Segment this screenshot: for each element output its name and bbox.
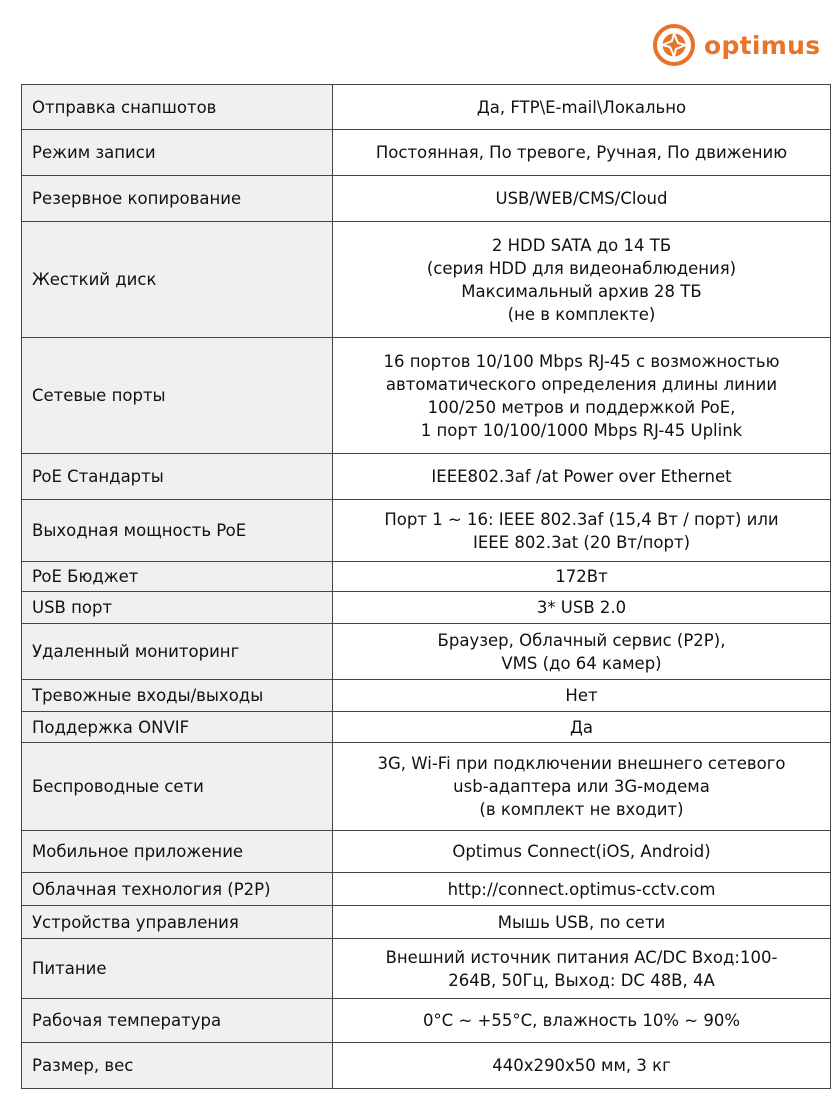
spec-value: [333, 222, 831, 338]
spec-row: [22, 454, 831, 500]
spec-row: [22, 873, 831, 906]
brand-name: optimus: [704, 30, 821, 60]
spec-row: [22, 939, 831, 999]
spec-label: Мобильное приложение: [22, 831, 333, 873]
spec-row: [22, 743, 831, 831]
spec-label: PoE Бюджет: [22, 562, 333, 592]
spec-value-line: 172Вт: [555, 567, 608, 586]
optimus-aperture-icon: [652, 23, 696, 67]
spec-value-line: 3* USB 2.0: [536, 598, 627, 617]
spec-value: [333, 712, 831, 743]
spec-value: [333, 939, 831, 999]
spec-value: [333, 831, 831, 873]
spec-row: [22, 562, 831, 592]
spec-value: [333, 500, 831, 562]
spec-row: [22, 592, 831, 624]
spec-value: [333, 680, 831, 712]
spec-value-line: 3G, Wi-Fi при подключении внешнего сетевого: [377, 754, 786, 773]
spec-value-line: 16 портов 10/100 Mbps RJ-45 с возможностью: [383, 351, 780, 371]
spec-row: [22, 831, 831, 873]
spec-label: Поддержка ONVIF: [22, 712, 333, 743]
spec-table: [21, 84, 831, 1089]
spec-value-line: (не в комплекте): [507, 304, 656, 324]
spec-value-line: 1 порт 10/100/1000 Mbps RJ-45 Uplink: [420, 420, 743, 440]
spec-value-line: Да: [569, 717, 593, 737]
spec-row: [22, 338, 831, 454]
spec-label: Отправка снапшотов: [22, 85, 333, 130]
spec-row: [22, 176, 831, 222]
spec-label: USB порт: [22, 592, 333, 624]
spec-value: [333, 130, 831, 176]
spec-label: Питание: [22, 939, 333, 999]
spec-label: Рабочая температура: [22, 999, 333, 1043]
spec-value-line: Мышь USB, по сети: [497, 912, 666, 932]
spec-label: Жесткий диск: [22, 222, 333, 338]
spec-value: [333, 176, 831, 222]
spec-value: [333, 562, 831, 592]
spec-value-line: VMS (до 64 камер): [501, 653, 662, 673]
spec-label: Сетевые порты: [22, 338, 333, 454]
spec-row: [22, 624, 831, 680]
spec-value-line: Браузер, Облачный сервис (P2P),: [437, 630, 726, 650]
spec-value-line: IEEE802.3af /at Power over Ethernet: [431, 467, 732, 486]
spec-label: Удаленный мониторинг: [22, 624, 333, 680]
spec-label: Беспроводные сети: [22, 743, 333, 831]
spec-value-line: Нет: [565, 686, 598, 705]
spec-value-line: 2 HDD SATA до 14 ТБ: [491, 235, 672, 255]
spec-value: [333, 592, 831, 624]
spec-value-line: Постоянная, По тревоге, Ручная, По движению: [375, 143, 788, 162]
spec-value-line: (серия HDD для видеонаблюдения): [426, 258, 737, 278]
spec-value-line: 100/250 метров и поддержкой PoE,: [427, 397, 736, 417]
spec-value: [333, 624, 831, 680]
spec-value-line: автоматического определения длины линии: [385, 374, 778, 394]
spec-label: Выходная мощность PoE: [22, 500, 333, 562]
brand-logo: [652, 22, 820, 68]
spec-value-line: USB/WEB/CMS/Cloud: [495, 189, 668, 208]
spec-label: Тревожные входы/выходы: [22, 680, 333, 712]
spec-label: Облачная технология (P2P): [22, 873, 333, 906]
spec-value-line: 0°C ~ +55°C, влажность 10% ~ 90%: [422, 1011, 741, 1030]
spec-value: [333, 1043, 831, 1089]
spec-value: [333, 906, 831, 939]
spec-value-line: IEEE 802.3at (20 Вт/порт): [472, 532, 691, 552]
spec-label: Резервное копирование: [22, 176, 333, 222]
spec-row: [22, 85, 831, 130]
spec-value-line: Максимальный архив 28 ТБ: [461, 281, 702, 301]
spec-value-line: (в комплект не входит): [479, 800, 684, 819]
spec-row: [22, 680, 831, 712]
spec-value: [333, 85, 831, 130]
spec-value-line: Порт 1 ~ 16: IEEE 802.3af (15,4 Вт / порт) или: [384, 509, 779, 529]
spec-row: [22, 1043, 831, 1089]
spec-value: [333, 873, 831, 906]
spec-value-line: 264В, 50Гц, Выход: DC 48В, 4А: [448, 970, 715, 990]
spec-label: Устройства управления: [22, 906, 333, 939]
spec-row: [22, 999, 831, 1043]
spec-row: [22, 712, 831, 743]
spec-label: PoE Стандарты: [22, 454, 333, 500]
spec-row: [22, 222, 831, 338]
spec-row: [22, 130, 831, 176]
spec-value-line: Да, FTP\E-mail\Локально: [476, 97, 687, 117]
spec-value-line: Внешний источник питания AC/DC Вход:100-: [385, 947, 778, 967]
spec-value: [333, 743, 831, 831]
spec-value-line: http://connect.optimus-cctv.com: [447, 879, 716, 899]
spec-value-line: 440x290x50 мм, 3 кг: [492, 1056, 671, 1075]
spec-value: [333, 454, 831, 500]
spec-row: [22, 906, 831, 939]
spec-row: [22, 500, 831, 562]
spec-value-line: Optimus Connect(iOS, Android): [452, 842, 711, 861]
spec-value: [333, 999, 831, 1043]
spec-label: Режим записи: [22, 130, 333, 176]
spec-value-line: usb-адаптера или 3G-модема: [453, 777, 710, 796]
spec-label: Размер, вес: [22, 1043, 333, 1089]
spec-value: [333, 338, 831, 454]
